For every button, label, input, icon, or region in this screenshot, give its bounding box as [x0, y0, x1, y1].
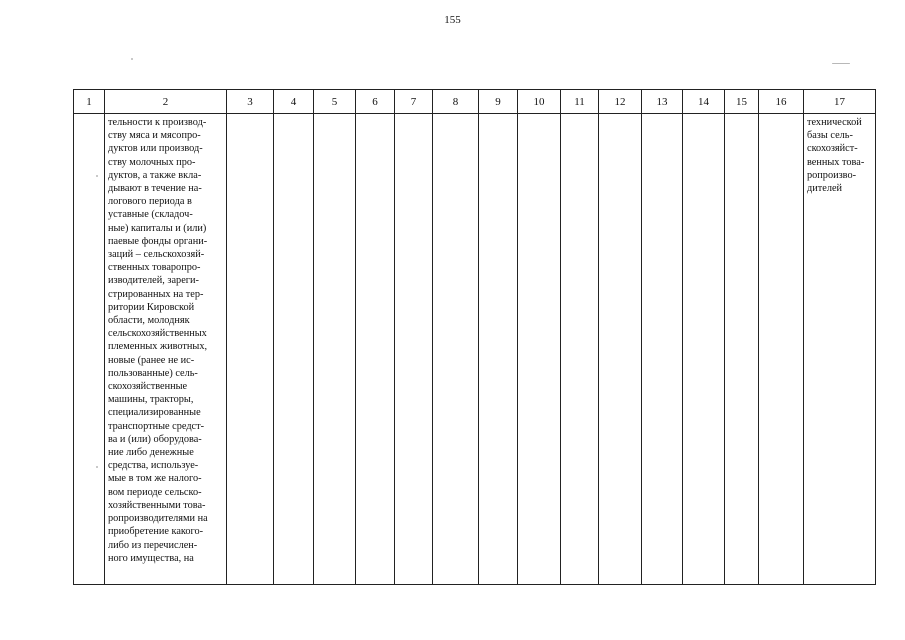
header-cell-2: 2 [105, 90, 227, 114]
body-cell-3 [227, 114, 274, 585]
header-cell-9: 9 [479, 90, 518, 114]
column-2-text: тельности к производ- ству мяса и мясопро- дуктов или производ- ству молочных про- дуктов, а также вкла- дывают в течение на- логового периода в уставные (складоч- ные) капиталы и (или) паевые фонды органи- заций – сельскохозяй- ственных товаропро- изводителей, зареги- стрированных на тер- ритории Кировской области, молодняк сельскохозяйственных племенных животных, новые (ранее не ис- пользованные) сель- скохозяйственные машины, тракторы, специализированные транспортные средст- ва и (или) оборудова- ние либо денежные средства, используе- мые в том же налого- вом периоде сельско- хозяйственными това- ропроизводителями на приобретение какого- либо из перечислен- ного имущества, на [108, 117, 208, 564]
scan-speck [96, 466, 98, 468]
body-cell-14 [683, 114, 725, 585]
body-cell-15 [725, 114, 759, 585]
header-cell-10: 10 [518, 90, 561, 114]
table-row [74, 114, 876, 585]
header-cell-7: 7 [395, 90, 433, 114]
body-cell-9 [479, 114, 518, 585]
body-cell-5 [314, 114, 356, 585]
header-cell-6: 6 [356, 90, 395, 114]
scan-speck [131, 58, 133, 60]
header-cell-4: 4 [274, 90, 314, 114]
scan-speck [96, 175, 98, 177]
header-cell-17: 17 [804, 90, 876, 114]
header-cell-8: 8 [433, 90, 479, 114]
header-cell-3: 3 [227, 90, 274, 114]
header-cell-1: 1 [74, 90, 105, 114]
header-cell-14: 14 [683, 90, 725, 114]
body-cell-17 [804, 114, 876, 585]
header-cell-12: 12 [599, 90, 642, 114]
body-cell-2 [105, 114, 227, 585]
body-cell-7 [395, 114, 433, 585]
header-cell-15: 15 [725, 90, 759, 114]
data-table [73, 89, 876, 585]
header-cell-11: 11 [561, 90, 599, 114]
body-cell-6 [356, 114, 395, 585]
page-number: 155 [444, 14, 461, 26]
body-cell-13 [642, 114, 683, 585]
header-row [74, 90, 876, 114]
body-cell-12 [599, 114, 642, 585]
header-cell-5: 5 [314, 90, 356, 114]
column-17-text: технической базы сель- скохозяйст- венных това- ропроизво- дителей [807, 117, 865, 195]
header-cell-16: 16 [759, 90, 804, 114]
body-cell-16 [759, 114, 804, 585]
body-cell-1 [74, 114, 105, 585]
body-cell-11 [561, 114, 599, 585]
body-cell-8 [433, 114, 479, 585]
body-cell-10 [518, 114, 561, 585]
header-cell-13: 13 [642, 90, 683, 114]
scan-speck [832, 63, 850, 64]
body-cell-4 [274, 114, 314, 585]
